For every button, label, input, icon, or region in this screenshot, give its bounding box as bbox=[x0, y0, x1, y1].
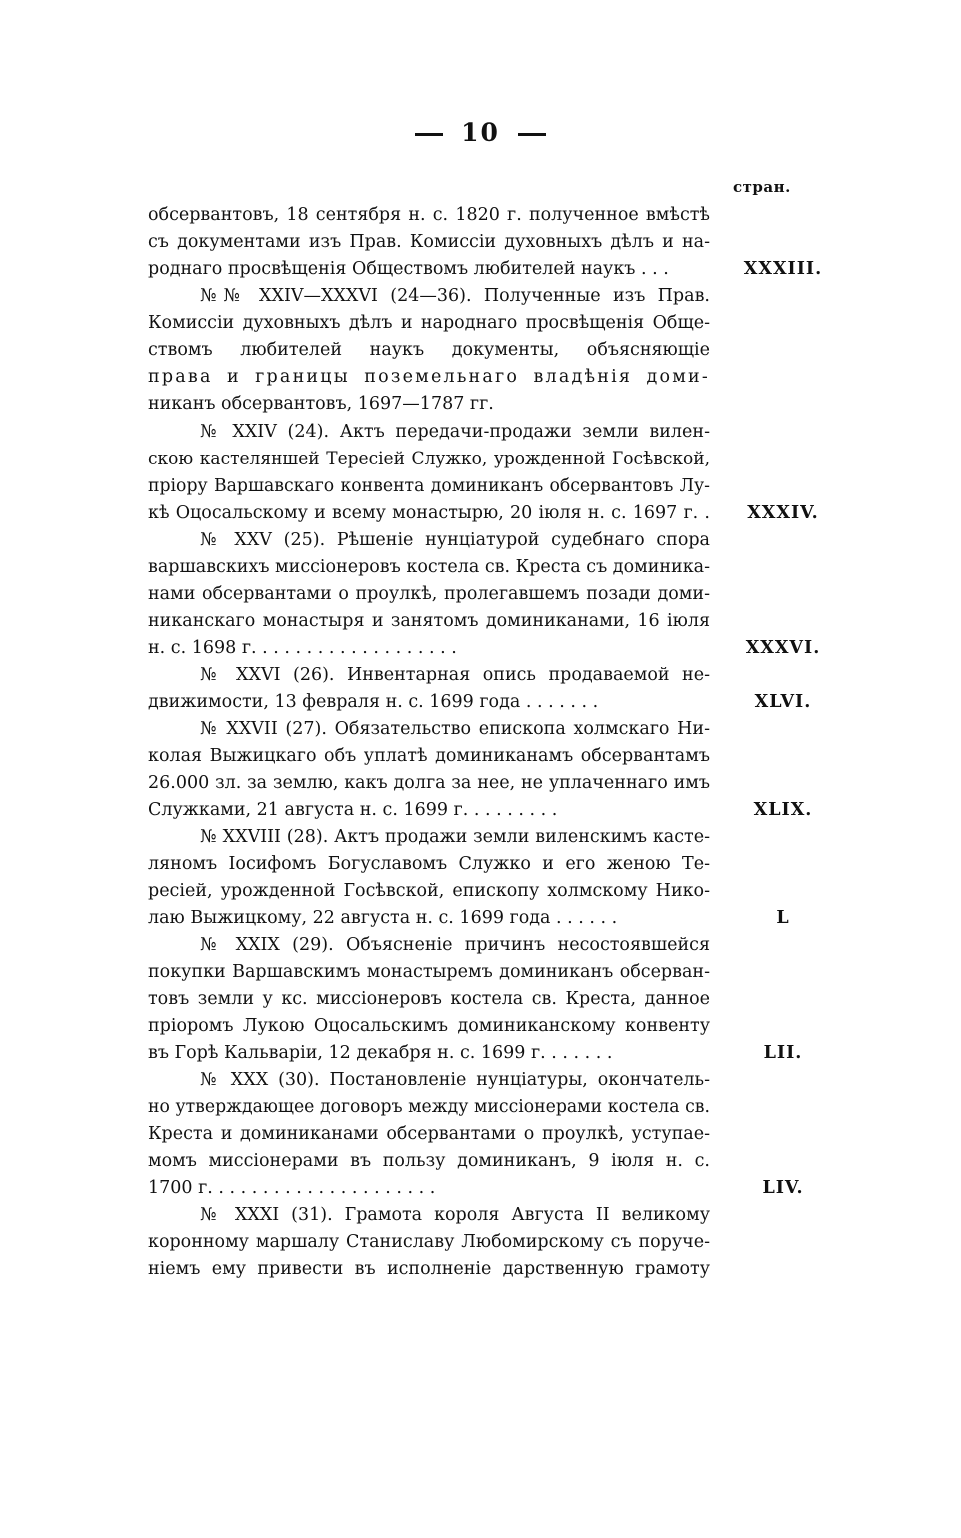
entry-heading: №№ XXIV—XXXVI (24—36). Полученные изъ Прав. bbox=[200, 286, 710, 306]
page-ref: XXXIV. bbox=[747, 503, 819, 523]
text-line: нами обсервантами о проулкѣ, пролегавшемъ позади доми- bbox=[148, 584, 710, 604]
text-line: ствомъ любителей наукъ документы, объясняющіе bbox=[148, 340, 710, 360]
text-line: коронному маршалу Станиславу Любомирскому съ поруче- bbox=[148, 1232, 710, 1252]
text-line: роднаго просвѣщенія Обществомъ любителей наукъ . . . bbox=[148, 259, 669, 279]
dash-right bbox=[518, 133, 546, 136]
entry-heading: № XXX (30). Постановленіе нунціатуры, окончатель- bbox=[200, 1070, 710, 1090]
entry-heading: № XXVIII (28). Актъ продажи земли виленскимъ касте- bbox=[200, 827, 710, 847]
text-line: кѣ Оцосальскому и всему монастырю, 20 іюля н. с. 1697 г. . bbox=[148, 503, 710, 523]
entry-heading: № XXIX (29). Объясненіе причинъ несостоявшейся bbox=[200, 935, 710, 955]
dash-left bbox=[415, 133, 443, 136]
page-number: 10 bbox=[0, 118, 961, 147]
text-line: никанъ обсервантовъ, 1697—1787 гг. bbox=[148, 394, 494, 414]
page-ref: XLVI. bbox=[754, 692, 812, 712]
text-line: ресіей, урожденной Госѣвской, епископу холмскому Нико- bbox=[148, 881, 710, 901]
page-column-label: стран. bbox=[733, 178, 791, 196]
page-ref: LIV. bbox=[762, 1178, 804, 1198]
entry-heading: № XXVII (27). Обязательство епископа холмскаго Ни- bbox=[200, 719, 710, 739]
entry-heading: № XXXI (31). Грамота короля Августа II великому bbox=[200, 1205, 710, 1225]
entry-heading: № XXVI (26). Инвентарная опись продаваемой не- bbox=[200, 665, 710, 685]
text-line: Комиссіи духовныхъ дѣлъ и народнаго просвѣщенія Обще- bbox=[148, 313, 710, 333]
text-line: движимости, 13 февраля н. с. 1699 года . . . . . . . bbox=[148, 692, 599, 712]
text-line: пріору Варшавскаго конвента доминиканъ обсервантовъ Лу- bbox=[148, 476, 710, 496]
text-line: 26.000 зл. за землю, какъ долга за нее, не уплаченнаго имъ bbox=[148, 773, 710, 793]
text-line: 1700 г. . . . . . . . . . . . . . . . . . . . . bbox=[148, 1178, 436, 1198]
page-ref: XXXVI. bbox=[745, 638, 821, 658]
text-line: съ документами изъ Прав. Комиссіи духовныхъ дѣлъ и на- bbox=[148, 232, 710, 252]
text-line: пріоромъ Лукою Оцосальскимъ доминиканскому конвенту bbox=[148, 1016, 710, 1036]
entry-heading: № XXV (25). Рѣшеніе нунціатурой судебнаго спора bbox=[200, 530, 710, 550]
text-line: скою кастеляншей Тересіей Служко, урожденной Госѣвской, bbox=[148, 449, 710, 469]
text-line: ляномъ Іосифомъ Богуславомъ Служко и его женою Те- bbox=[148, 854, 710, 874]
text-line: покупки Варшавскимъ монастыремъ доминиканъ обсерван- bbox=[148, 962, 710, 982]
text-line: товъ земли у кс. миссіонеровъ костела св. Креста, данное bbox=[148, 989, 710, 1009]
text-line: но утверждающее договоръ между миссіонерами костела св. bbox=[148, 1097, 710, 1117]
text-line: колая Выжицкаго объ уплатѣ доминиканамъ обсервантамъ bbox=[148, 746, 710, 766]
text-line: варшавскихъ миссіонеровъ костела св. Креста съ доминика- bbox=[148, 557, 710, 577]
text-line: Служками, 21 августа н. с. 1699 г. . . . . . . . . bbox=[148, 800, 558, 820]
entry-heading: № XXIV (24). Актъ передачи-продажи земли вилен- bbox=[200, 422, 710, 442]
text-line: Креста и доминиканами обсервантами о проулкѣ, уступае- bbox=[148, 1124, 710, 1144]
page-ref: XXXIII. bbox=[743, 259, 823, 279]
text-line: права и границы поземельнаго владѣнія доми- bbox=[148, 367, 710, 387]
text-line: н. с. 1698 г. . . . . . . . . . . . . . . . . . . bbox=[148, 638, 457, 658]
text-line: момъ миссіонерами въ пользу доминиканъ, 9 іюля н. с. bbox=[148, 1151, 710, 1171]
text-line: обсервантовъ, 18 сентября н. с. 1820 г. полученное вмѣстѣ bbox=[148, 205, 710, 225]
page-ref: XLIX. bbox=[753, 800, 813, 820]
page-ref: LII. bbox=[763, 1043, 803, 1063]
text-line: ніемъ ему привести въ исполненіе дарственную грамоту bbox=[148, 1259, 710, 1279]
text-line: никанскаго монастыря и занятомъ доминиканами, 16 іюля bbox=[148, 611, 710, 631]
text-line: въ Горѣ Кальваріи, 12 декабря н. с. 1699 г. . . . . . . bbox=[148, 1043, 613, 1063]
page-ref: L bbox=[776, 908, 790, 928]
text-line: лаю Выжицкому, 22 августа н. с. 1699 года . . . . . . bbox=[148, 908, 618, 928]
